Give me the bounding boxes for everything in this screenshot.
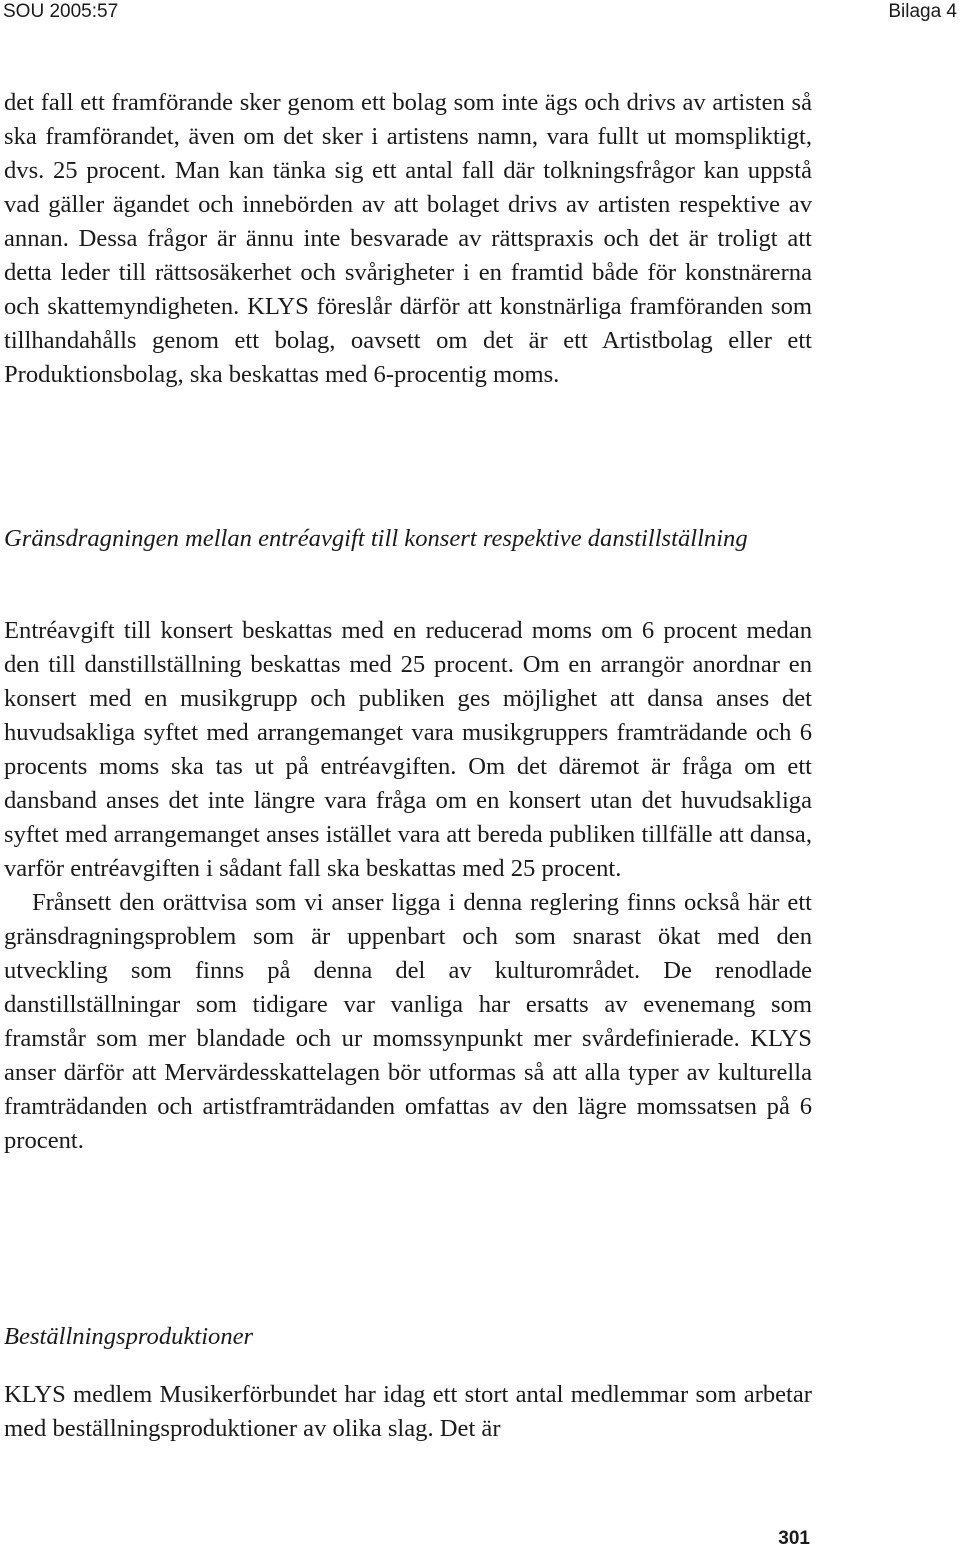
paragraph: KLYS medlem Musikerförbundet har idag ett stort antal medlemmar som arbetar med beställningsproduktioner av olika slag. Det är [4,1381,812,1442]
paragraph: Entréavgift till konsert beskattas med en reducerad moms om 6 procent medan den till danstillställning beskattas med 25 procent. Om en arrangör anordnar en konsert med en musikgrupp och publiken ges möjlighet att dansa anses det huvudsakliga syftet med arrangemanget vara musikgruppers framträdande och 6 procents moms ska tas ut på entréavgiften. Om det däremot är fråga om ett dansband anses det inte längre vara fråga om en konsert utan det huvudsakliga syftet med arrangemanget anses istället vara att bereda publiken tillfälle att dansa, varför entréavgiften i sådant fall ska beskattas med 25 procent. [4,617,812,882]
section-heading-entreavgift: Gränsdragningen mellan entréavgift till konsert respektive danstillställning [4,525,748,552]
appendix-label: Bilaga 4 [888,1,957,22]
page-header [0,0,960,30]
paragraph: Frånsett den orättvisa som vi anser ligga i denna reglering finns också här ett gränsdragningsproblem som är uppenbart och som snarast ökat med den utveckling som finns på denna del av kulturområdet. De renodlade danstillställningar som tidigare var vanliga har ersatts av evenemang som framstår som mer blandade och ur momssynpunkt mer svårdefinierade. KLYS anser därför att Mervärdesskattelagen bör utformas så att alla typer av kulturella framträdanden och artistframträdanden omfattas av den lägre momssatsen på 6 procent. [4,889,812,1154]
document-reference: SOU 2005:57 [3,1,119,22]
section2-body [4,614,812,1158]
paragraph: det fall ett framförande sker genom ett bolag som inte ägs och drivs av artisten så ska framförandet, även om det sker i artistens namn, vara fullt ut momspliktigt, dvs. 25 procent. Man kan tänka sig ett antal fall där tolkningsfrågor kan uppstå vad gäller ägandet och innebörden av att bolaget drivs av artisten respektive av annan. Dessa frågor är ännu inte besvarade av rättspraxis och det är troligt att detta leder till rättsosäkerhet och svårigheter i en framtid både för konstnärerna och skattemyndigheten. KLYS föreslår därför att konstnärliga framföranden som tillhandahålls genom ett bolag, oavsett om det är ett Artistbolag eller ett Produktionsbolag, ska beskattas med 6-procentig moms. [4,89,812,388]
section1-body [4,86,812,392]
page-number: 301 [778,1528,810,1549]
section-heading-bestallningsproduktioner: Beställningsproduktioner [4,1323,254,1350]
section3-body [4,1378,812,1446]
